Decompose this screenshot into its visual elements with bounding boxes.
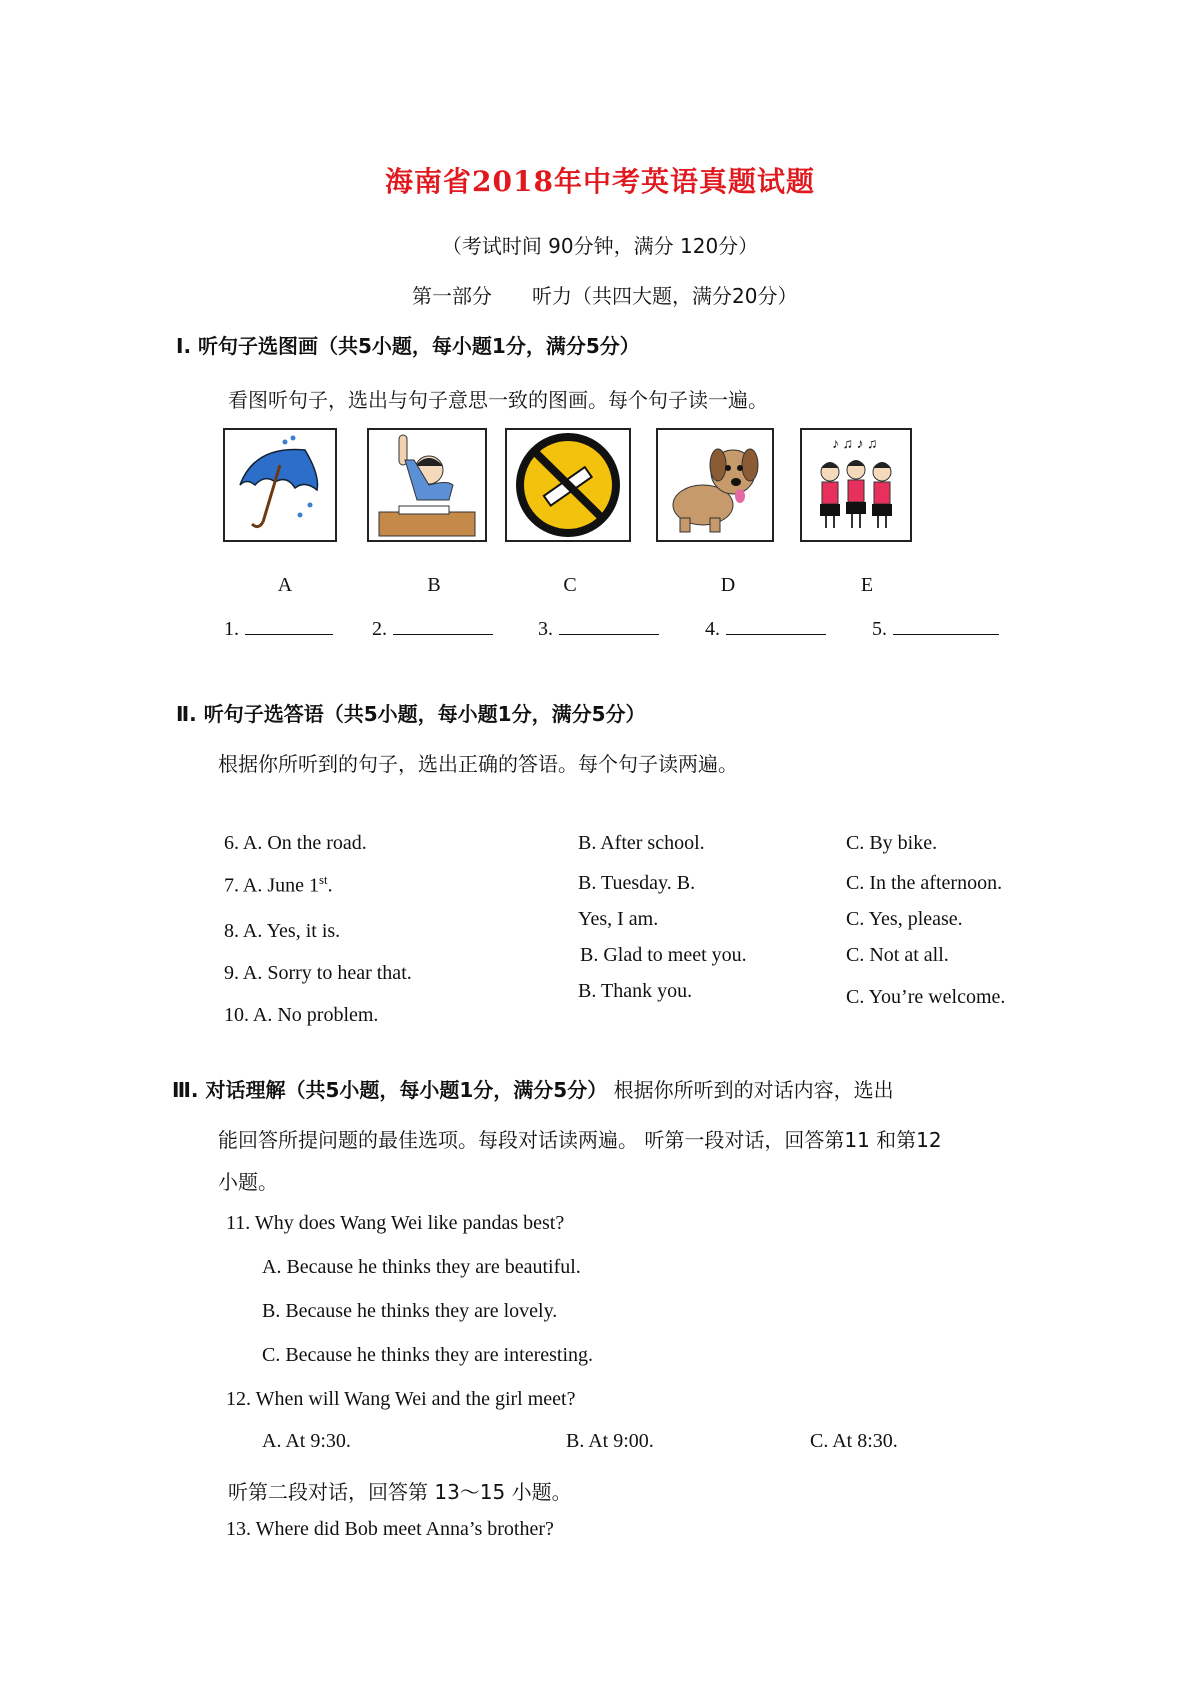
answer-blank-4[interactable]: 4. xyxy=(705,616,826,641)
umbrella-rain-icon xyxy=(225,430,335,540)
q7-option-b: B. Tuesday. B. xyxy=(578,872,696,894)
q7-option-c: C. In the afternoon. xyxy=(846,872,1003,894)
section3-instruction-line3: 小题。 xyxy=(218,1170,278,1194)
part-heading: 听力（共四大题，满分20分） xyxy=(532,284,798,308)
q12-question: 12. When will Wang Wei and the girl meet? xyxy=(226,1388,576,1410)
q8-option-b: Yes, I am. xyxy=(578,908,659,930)
q11-question: 11. Why does Wang Wei like pandas best? xyxy=(226,1212,565,1234)
picture-label-d: D xyxy=(720,574,736,596)
q9-option-b: B. Glad to meet you. xyxy=(580,944,747,966)
picture-d xyxy=(656,428,774,542)
picture-a xyxy=(223,428,337,542)
q11-option-a: A. Because he thinks they are beautiful. xyxy=(262,1256,581,1278)
dialog2-instruction: 听第二段对话，回答第 13～15 小题。 xyxy=(228,1480,572,1504)
picture-b xyxy=(367,428,487,542)
q12-option-b: B. At 9:00. xyxy=(566,1430,654,1452)
q13-question: 13. Where did Bob meet Anna’s brother? xyxy=(226,1518,554,1540)
picture-label-a: A xyxy=(277,574,293,596)
no-smoking-icon xyxy=(507,430,629,540)
q6-option-a: 6. A. On the road. xyxy=(224,832,367,854)
q10-option-b: B. Thank you. xyxy=(578,980,693,1002)
part-name: 第一部分 xyxy=(412,284,492,308)
section1-instruction: 看图听句子，选出与句子意思一致的图画。每个句子读一遍。 xyxy=(228,388,768,412)
q10-option-c: C. You’re welcome. xyxy=(846,986,1006,1008)
q7-option-a: 7. A. June 1st. xyxy=(224,872,333,897)
exam-info: （考试时间 90分钟，满分 120分） xyxy=(441,234,759,258)
q11-option-c: C. Because he thinks they are interesting. xyxy=(262,1344,594,1366)
q9-option-a: 9. A. Sorry to hear that. xyxy=(224,962,412,984)
page-title: 海南省2018年中考英语真题试题 xyxy=(385,165,815,198)
q12-option-a: A. At 9:30. xyxy=(262,1430,351,1452)
q9-option-c: C. Not at all. xyxy=(846,944,949,966)
picture-e xyxy=(800,428,912,542)
q6-option-b: B. After school. xyxy=(578,832,705,854)
q8-option-a: 8. A. Yes, it is. xyxy=(224,920,341,942)
picture-label-b: B xyxy=(427,574,441,596)
student-raising-hand-icon xyxy=(369,430,485,540)
q10-option-a: 10. A. No problem. xyxy=(224,1004,379,1026)
answer-blank-2[interactable]: 2. xyxy=(372,616,493,641)
svg-text:♪ ♫ ♪ ♫: ♪ ♫ ♪ ♫ xyxy=(832,437,878,452)
answer-blank-1[interactable]: 1. xyxy=(224,616,333,641)
answer-blank-3[interactable]: 3. xyxy=(538,616,659,641)
answer-blank-5[interactable]: 5. xyxy=(872,616,999,641)
section2-instruction: 根据你所听到的句子，选出正确的答语。每个句子读两遍。 xyxy=(218,752,738,776)
q6-option-c: C. By bike. xyxy=(846,832,938,854)
section1-heading: Ⅰ. 听句子选图画（共5小题，每小题1分，满分5分） xyxy=(176,334,640,358)
section3-instruction-line2: 能回答所提问题的最佳选项。每段对话读两遍。 听第一段对话，回答第11 和第12 xyxy=(218,1128,942,1152)
picture-label-e: E xyxy=(860,574,874,596)
picture-c xyxy=(505,428,631,542)
section3-heading: Ⅲ. 对话理解（共5小题，每小题1分，满分5分） 根据你所听到的对话内容，选出 xyxy=(172,1078,894,1102)
girls-singing-icon xyxy=(802,430,910,540)
q11-option-b: B. Because he thinks they are lovely. xyxy=(262,1300,558,1322)
picture-label-c: C xyxy=(563,574,577,596)
dog-icon xyxy=(658,430,772,540)
q12-option-c: C. At 8:30. xyxy=(810,1430,898,1452)
section2-heading: Ⅱ. 听句子选答语（共5小题，每小题1分，满分5分） xyxy=(176,702,646,726)
q8-option-c: C. Yes, please. xyxy=(846,908,963,930)
